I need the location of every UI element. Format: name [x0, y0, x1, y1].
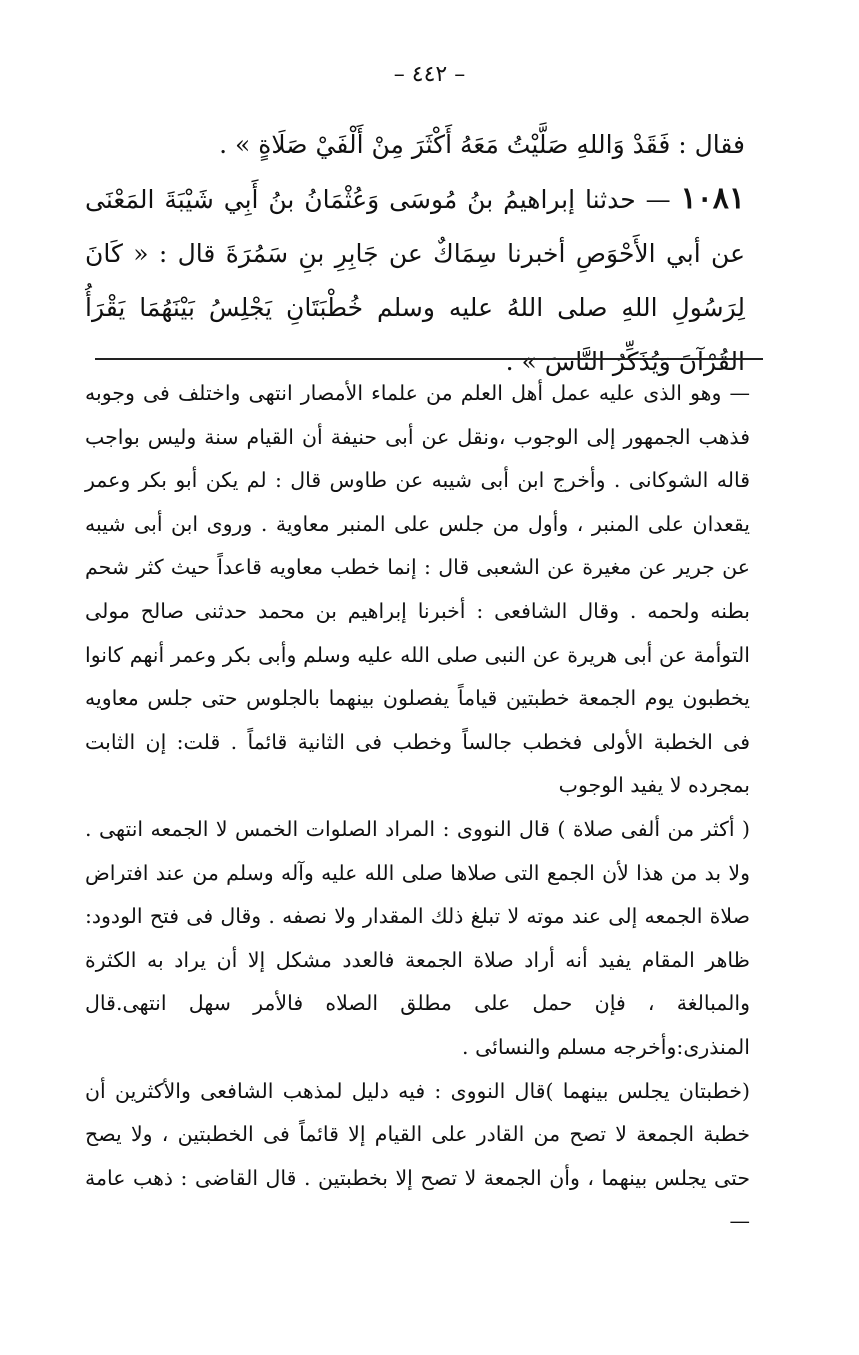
hadith-number: ١٠٨١ [680, 181, 745, 216]
footnote-paragraph-2: ( أكثر من ألفى صلاة ) قال النووى : المراد الصلوات الخمس لا الجمعه انتهى . ولا بد من هذا لأن الجمع التى صلاها صلى الله عليه وآله وسلم من عند افتراض صلاة الجمعه إلى عند موته لا تبلغ ذلك المقدار ولا نصفه . وقال فى فتح الودود: ظاهر المقام يفيد أنه أراد صلاة الجمعة فالعدد مشكل إلا أن يراد به الكثرة والمبالغة ، فإن حمل على مطلق الصلاه فالأمر سهل انتهى.قال المنذرى:وأخرجه مسلم والنسائى . [85, 816, 750, 1059]
footnote-divider [95, 358, 763, 360]
footnote-paragraph-3: (خطبتان يجلس بينهما )قال النووى : فيه دليل لمذهب الشافعى والأكثرين أن خطبة الجمعة لا تصح من القادر على القيام إلا قائماً فى الخطبتين ، ولا يصح حتى يجلس بينهما ، وأن الجمعة لا تصح إلا بخطبتين . قال القاضى : ذهب عامة — [85, 1078, 750, 1234]
hadith-1081 [85, 172, 745, 389]
page-number: – ٤٤٢ – [393, 62, 466, 87]
commentary-footnotes [85, 372, 750, 1244]
hadith-closing-line: فقال : فَقَدْ وَاللهِ صَلَّيْتُ مَعَهُ أَكْثَرَ مِنْ أَلْفَيْ صَلَاةٍ » . [219, 130, 745, 159]
footnote-paragraph-1: — وهو الذى عليه عمل أهل العلم من علماء الأمصار انتهى واختلف فى وجوبه فذهب الجمهور إلى الوجوب ،ونقل عن أبى حنيفة أن القيام سنة وليس بواجب قاله الشوكانى . وأخرج ابن أبى شيبه عن طاوس قال : لم يكن أبو بكر وعمر يقعدان على المنبر ، وأول من جلس على المنبر معاوية . وروى ابن أبى شيبه عن جرير عن مغيرة عن الشعبى قال : إنما خطب معاويه قاعداً حيث كثر شحم بطنه ولحمه . وقال الشافعى : أخبرنا إبراهيم بن محمد حدثنى صالح مولى التوأمة عن أبى هريرة عن النبى صلى الله عليه وسلم وأبى بكر وعمر أنهم كانوا يخطبون يوم الجمعة خطبتين قياماً يفصلون بينهما بالجلوس حتى جلس معاويه فى الخطبة الأولى فخطب جالساً وخطب فى الثانية قائماً . قلت: إن الثابت بمجرده لا يفيد الوجوب [85, 381, 750, 798]
hadith-body: — حدثنا إبراهيمُ بنُ مُوسَى وَعُثْمَانُ بنُ أَبِي شَيْبَةَ المَعْنَى عن أبي الأَحْوَصِ أخبرنا سِمَاكٌ عن جَابِرِ بنِ سَمُرَةَ قال : « كَانَ لِرَسُولِ اللهِ صلى اللهُ عليه وسلم خُطْبَتَانِ يَجْلِسُ بَيْنَهُمَا يَقْرَأُ القُرْآنَ وَيُذَكِّرُ النَّاسَ » . [85, 185, 745, 376]
main-hadith-text [85, 118, 745, 389]
